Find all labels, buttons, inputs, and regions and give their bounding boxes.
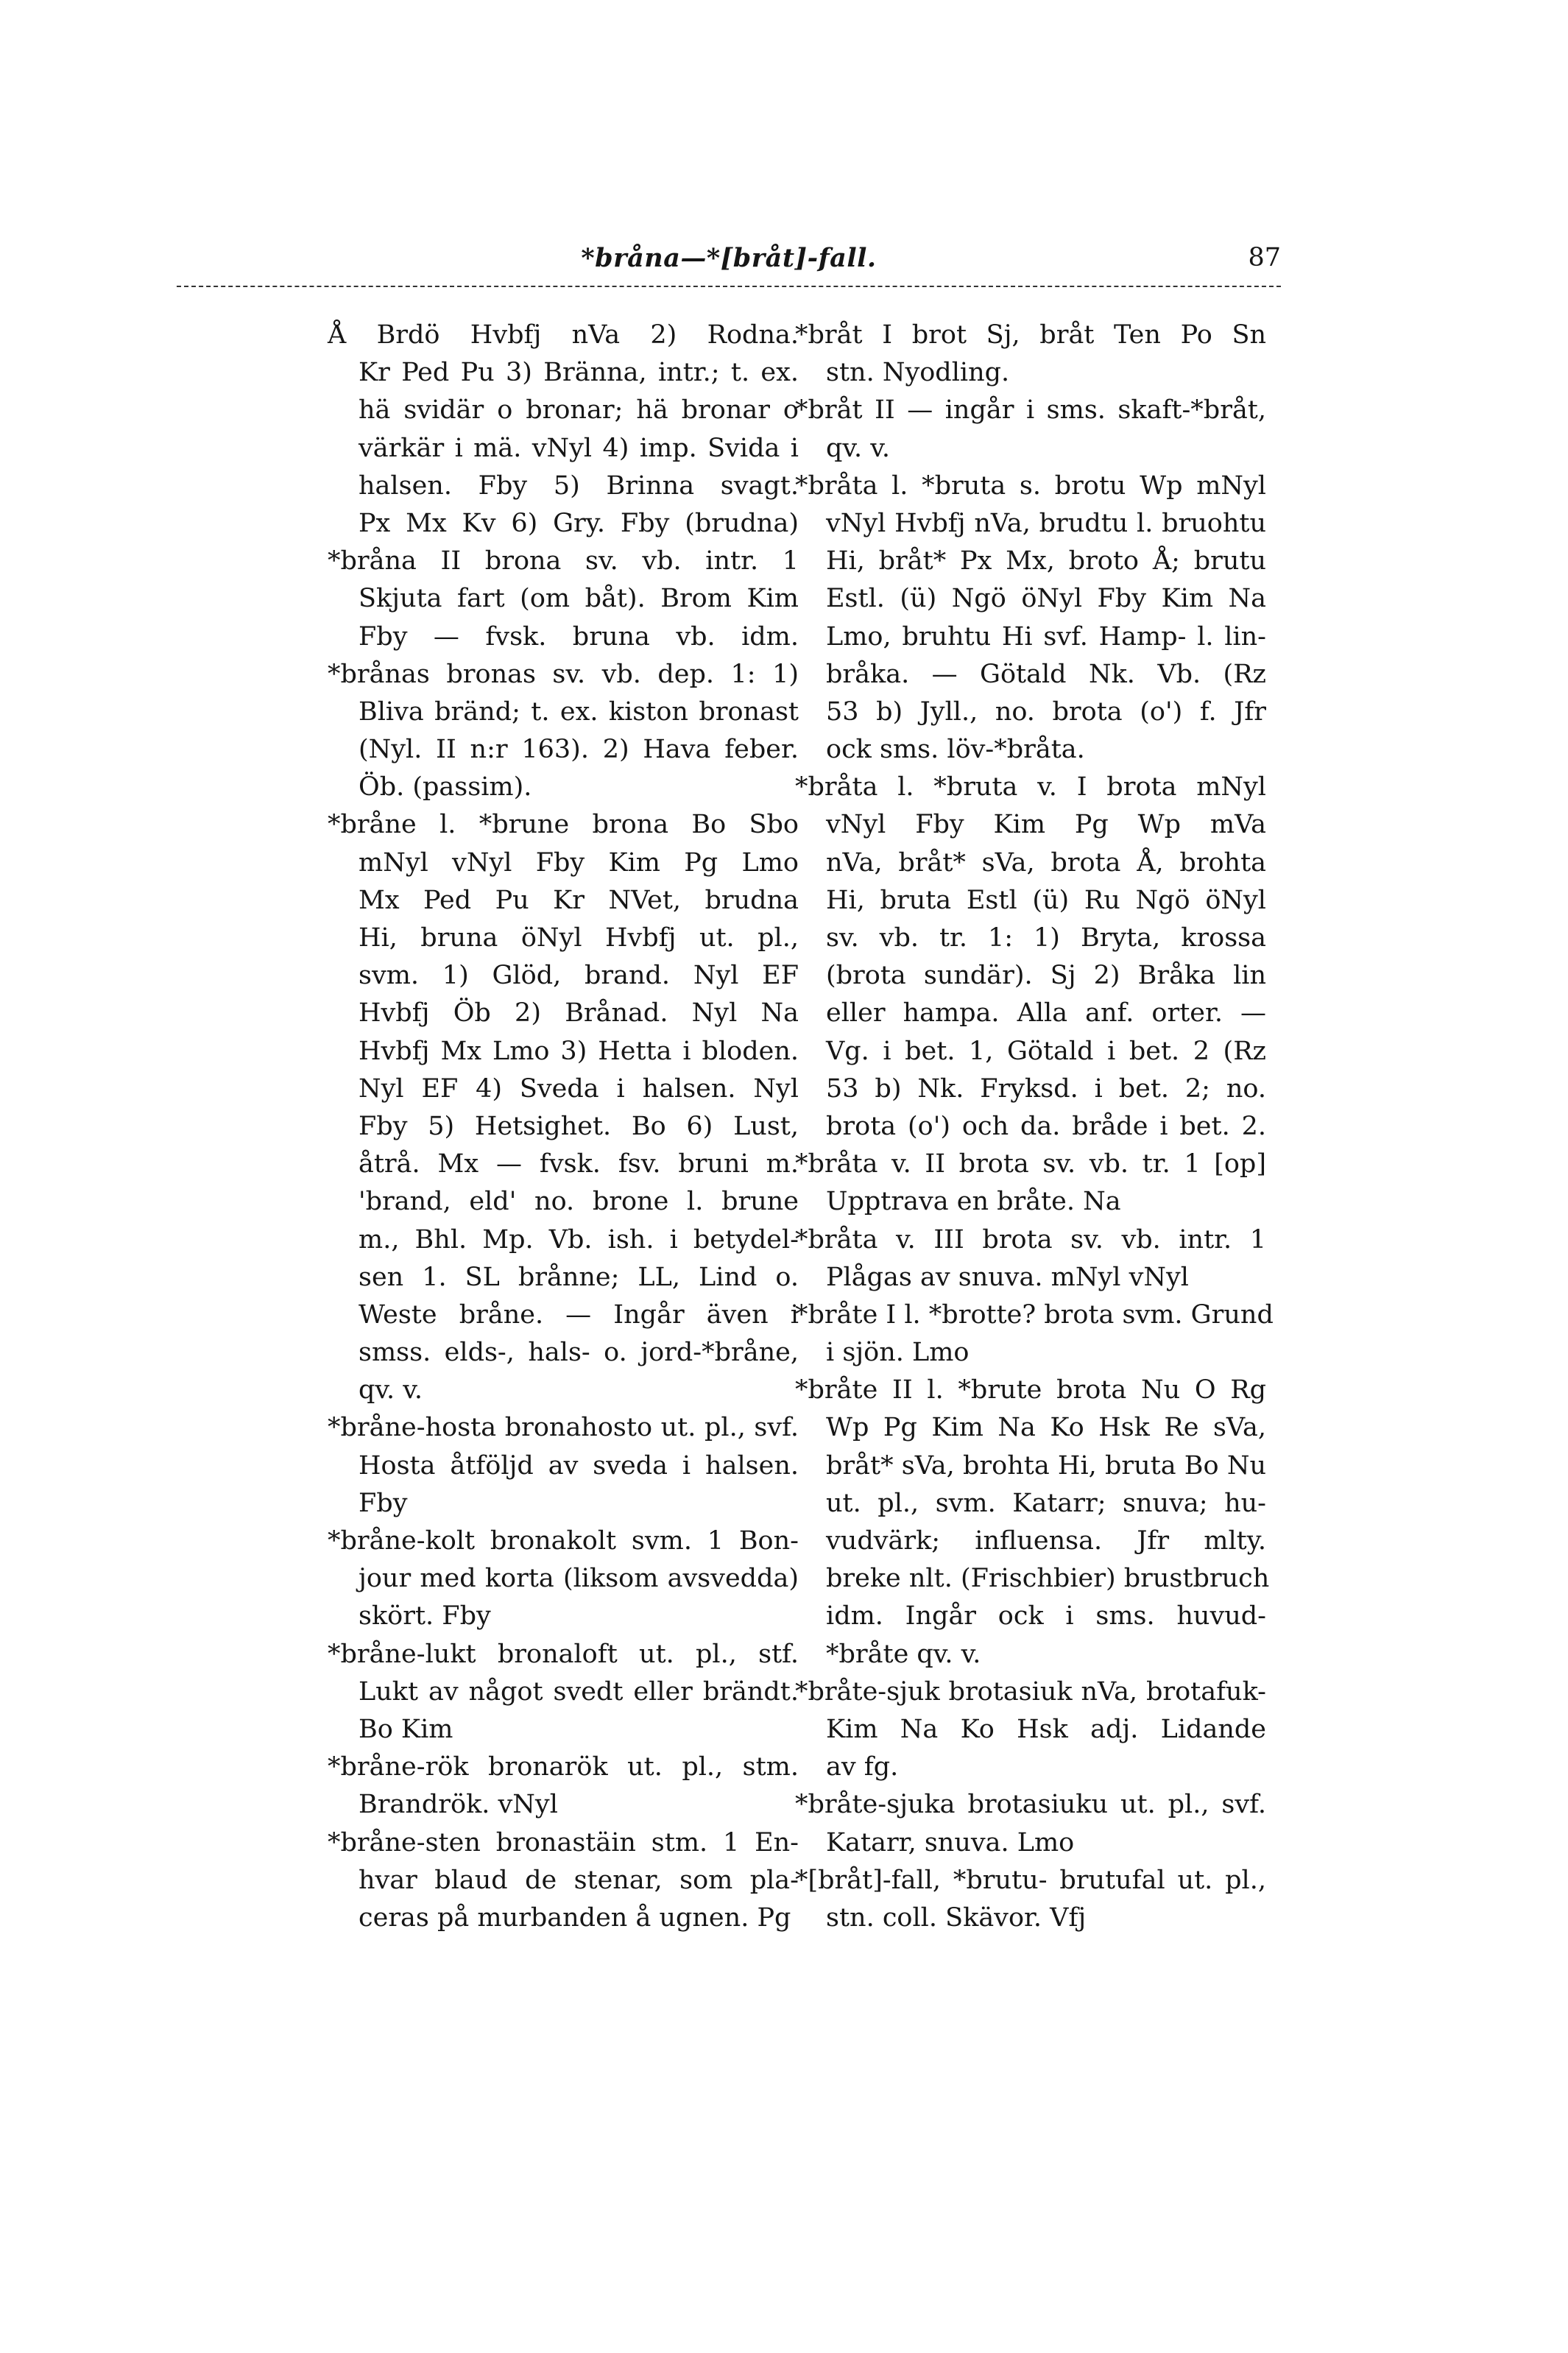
- text-line: Nyl EF 4) Sveda i halsen. Nyl: [359, 1073, 799, 1104]
- text-line: vudvärk; influensa. Jfr mlty.: [826, 1526, 1266, 1556]
- text-line: Estl. (ü) Ngö öNyl Fby Kim Na: [826, 584, 1266, 614]
- page-number: 87: [1248, 243, 1281, 272]
- text-line: åtrå. Mx — fvsk. fsv. bruni m.: [359, 1149, 799, 1179]
- text-line: *bråte II l. *brute brota Nu O Rg: [795, 1375, 1266, 1405]
- text-line: Mx Ped Pu Kr NVet, brudna: [359, 885, 799, 915]
- text-line: Vg. i bet. 1, Götald i bet. 2 (Rz: [826, 1036, 1266, 1066]
- text-line: 53 b) Jyll., no. brota (o') f. Jfr: [826, 696, 1266, 727]
- running-title: *bråna—*[bråt]-fall.: [581, 243, 877, 273]
- text-line: Kim Na Ko Hsk adj. Lidande: [826, 1714, 1266, 1744]
- text-line: Bo Kim: [359, 1714, 453, 1744]
- text-line: Skjuta fart (om båt). Brom Kim: [359, 584, 799, 614]
- text-line: m., Bhl. Mp. Vb. ish. i betydel-: [359, 1224, 799, 1255]
- text-line: Fby — fvsk. bruna vb. idm.: [359, 621, 799, 652]
- text-line: *[bråt]-fall, *brutu- brutufal ut. pl.,: [795, 1865, 1266, 1895]
- text-line: Bliva bränd; t. ex. kiston bronast: [359, 696, 799, 727]
- text-line: Upptrava en bråte. Na: [826, 1187, 1121, 1217]
- header-rule: [177, 286, 1281, 287]
- text-line: *brånas bronas sv. vb. dep. 1: 1): [328, 659, 799, 689]
- text-line: hä svidär o bronar; hä bronar o: [359, 395, 799, 426]
- text-line: Hi, bråt* Px Mx, broto Å; brutu: [826, 546, 1266, 576]
- text-line: Hosta åtföljd av sveda i halsen.: [359, 1450, 799, 1481]
- text-line: 'brand, eld' no. brone l. brune: [359, 1187, 799, 1217]
- text-line: *bråne-rök bronarök ut. pl., stm.: [328, 1752, 799, 1782]
- text-line: av fg.: [826, 1752, 899, 1782]
- text-line: skört. Fby: [359, 1601, 491, 1631]
- text-line: jour med korta (liksom avsvedda): [359, 1564, 799, 1594]
- text-line: stn. Nyodling.: [826, 358, 1010, 388]
- text-line: vNyl Hvbfj nVa, brudtu l. bruohtu: [826, 508, 1266, 538]
- text-line: 53 b) Nk. Fryksd. i bet. 2; no.: [826, 1073, 1266, 1104]
- text-line: sv. vb. tr. 1: 1) Bryta, krossa: [826, 923, 1266, 953]
- text-line: *bråta l. *bruta v. I brota mNyl: [795, 772, 1266, 802]
- text-line: bråka. — Götald Nk. Vb. (Rz: [826, 659, 1266, 689]
- text-line: Öb. (passim).: [359, 772, 532, 802]
- text-line: (Nyl. II n:r 163). 2) Hava feber.: [359, 735, 799, 765]
- text-line: Plågas av snuva. mNyl vNyl: [826, 1262, 1189, 1292]
- text-line: Px Mx Kv 6) Gry. Fby (brudna): [359, 508, 799, 538]
- text-line: *bråne-lukt bronaloft ut. pl., stf.: [328, 1639, 799, 1669]
- page-header: [177, 243, 1281, 294]
- text-line: ceras på murbanden å ugnen. Pg: [359, 1902, 791, 1933]
- text-line: *bråne-kolt bronakolt svm. 1 Bon-: [328, 1526, 799, 1556]
- text-line: qv. v.: [826, 433, 891, 463]
- text-line: mNyl vNyl Fby Kim Pg Lmo: [359, 847, 799, 878]
- text-line: Hvbfj Mx Lmo 3) Hetta i bloden.: [359, 1036, 799, 1066]
- text-line: i sjön. Lmo: [826, 1338, 970, 1368]
- text-line: *bråte qv. v.: [826, 1639, 981, 1669]
- text-line: Hi, bruna öNyl Hvbfj ut. pl.,: [359, 923, 799, 953]
- text-line: *bråta v. II brota sv. vb. tr. 1 [op]: [795, 1149, 1266, 1179]
- text-line: Kr Ped Pu 3) Bränna, intr.; t. ex.: [359, 358, 799, 388]
- text-line: Lukt av något svedt eller brändt.: [359, 1676, 799, 1707]
- text-line: *bråte-sjuk brotasiuk nVa, brotafuk-: [795, 1676, 1266, 1707]
- text-line: smss. elds-, hals- o. jord-*bråne,: [359, 1338, 799, 1368]
- text-line: *bråna II brona sv. vb. intr. 1: [328, 546, 799, 576]
- text-line: eller hampa. Alla anf. orter. —: [826, 998, 1266, 1029]
- text-line: *bråne l. *brune brona Bo Sbo: [328, 810, 799, 840]
- text-line: *bråne-sten bronastäin stm. 1 En-: [328, 1827, 799, 1858]
- text-line: Brandrök. vNyl: [359, 1790, 558, 1820]
- text-line: *bråt I brot Sj, bråt Ten Po Sn: [795, 320, 1266, 350]
- text-line: stn. coll. Skävor. Vfj: [826, 1902, 1087, 1933]
- text-line: svm. 1) Glöd, brand. Nyl EF: [359, 961, 799, 991]
- text-line: Hi, bruta Estl (ü) Ru Ngö öNyl: [826, 885, 1266, 915]
- text-line: ut. pl., svm. Katarr; snuva; hu-: [826, 1488, 1266, 1518]
- text-line: sen 1. SL brånne; LL, Lind o.: [359, 1262, 799, 1292]
- text-line: halsen. Fby 5) Brinna svagt.: [359, 470, 799, 501]
- text-line: Lmo, bruhtu Hi svf. Hamp- l. lin-: [826, 621, 1266, 652]
- text-line: Weste bråne. — Ingår även i: [359, 1299, 799, 1330]
- text-line: Wp Pg Kim Na Ko Hsk Re sVa,: [826, 1413, 1266, 1443]
- text-line: vNyl Fby Kim Pg Wp mVa: [826, 810, 1266, 840]
- text-line: ock sms. löv-*bråta.: [826, 735, 1085, 765]
- text-line: Katarr, snuva. Lmo: [826, 1827, 1075, 1858]
- text-line: idm. Ingår ock i sms. huvud-: [826, 1601, 1266, 1631]
- text-line: Å Brdö Hvbfj nVa 2) Rodna.: [328, 320, 799, 350]
- text-line: breke nlt. (Frischbier) brustbruch: [826, 1564, 1270, 1594]
- text-line: (brota sundär). Sj 2) Bråka lin: [826, 961, 1266, 991]
- text-line: *bråne-hosta bronahosto ut. pl., svf.: [328, 1413, 799, 1443]
- text-line: Fby: [359, 1488, 408, 1518]
- text-line: hvar blaud de stenar, som pla-: [359, 1865, 799, 1895]
- text-line: *bråte-sjuka brotasiuku ut. pl., svf.: [795, 1790, 1266, 1820]
- text-line: *bråte I l. *brotte? brota svm. Grund: [795, 1299, 1274, 1330]
- left-column: [328, 317, 799, 1937]
- text-line: värkär i mä. vNyl 4) imp. Svida i: [359, 433, 799, 463]
- text-line: *bråt II — ingår i sms. skaft-*bråt,: [795, 395, 1266, 426]
- text-line: *bråta v. III brota sv. vb. intr. 1: [795, 1224, 1266, 1255]
- text-line: Hvbfj Öb 2) Brånad. Nyl Na: [359, 998, 799, 1029]
- text-line: Fby 5) Hetsighet. Bo 6) Lust,: [359, 1111, 799, 1141]
- text-line: qv. v.: [359, 1375, 423, 1405]
- text-line: nVa, bråt* sVa, brota Å, brohta: [826, 847, 1266, 878]
- text-line: brota (o') och da. bråde i bet. 2.: [826, 1111, 1266, 1141]
- right-column: [795, 317, 1274, 1937]
- text-line: *bråta l. *bruta s. brotu Wp mNyl: [795, 470, 1266, 501]
- text-line: bråt* sVa, brohta Hi, bruta Bo Nu: [826, 1450, 1266, 1481]
